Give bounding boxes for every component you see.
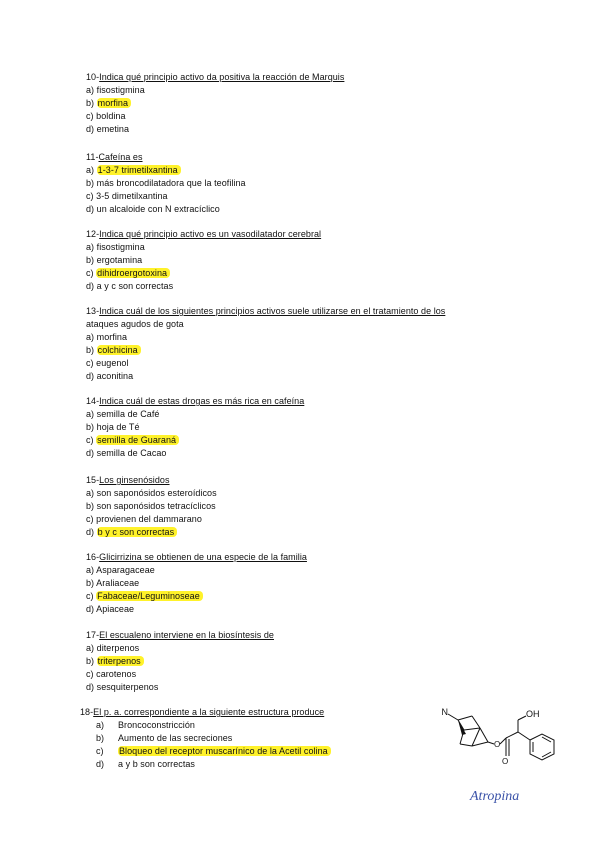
option-label: d) bbox=[86, 603, 97, 614]
option-b bbox=[86, 97, 506, 110]
question-text: Glicirrizina se obtienen de una especie de la familia bbox=[99, 552, 307, 562]
option-label: b) bbox=[86, 177, 97, 188]
option-label: a) bbox=[86, 164, 97, 175]
question-text: El p. a. correspondiente a la siguiente estructura produce bbox=[93, 707, 325, 717]
option-text: sesquiterpenos bbox=[96, 681, 159, 692]
option-c bbox=[86, 513, 506, 526]
option-label: b) bbox=[86, 421, 97, 432]
question-text: Los ginsenósidos bbox=[99, 475, 170, 485]
option-label: d) bbox=[86, 280, 97, 291]
question-text: Indica qué principio activo da positiva la reacción de Marquis bbox=[99, 72, 345, 82]
option-label: c) bbox=[86, 668, 97, 679]
option-label: d) bbox=[86, 203, 97, 214]
nitrogen-label: N bbox=[441, 707, 448, 717]
wedge-bond bbox=[458, 720, 466, 735]
option-text: Asparagaceae bbox=[96, 564, 155, 575]
option-label: a) bbox=[96, 719, 105, 730]
option-text-highlighted: Bloqueo del receptor muscarínico de la Acetil colina bbox=[118, 746, 331, 756]
option-label: a) bbox=[86, 408, 97, 419]
option-d bbox=[86, 203, 506, 216]
question-15 bbox=[86, 474, 506, 539]
option-b bbox=[86, 177, 506, 190]
option-label: c) bbox=[86, 267, 97, 278]
option-label: c) bbox=[86, 110, 97, 121]
question-number: 15- bbox=[86, 475, 100, 485]
option-label: a) bbox=[86, 564, 97, 575]
handwritten-annotation bbox=[468, 782, 548, 808]
option-text: hoja de Té bbox=[96, 421, 140, 432]
question-16 bbox=[86, 551, 506, 616]
option-text: semilla de Café bbox=[96, 408, 160, 419]
question-number: 13- bbox=[86, 306, 100, 316]
option-label: b) bbox=[96, 732, 105, 743]
question-title bbox=[86, 395, 506, 408]
option-a bbox=[86, 408, 506, 421]
option-text: semilla de Cacao bbox=[96, 447, 167, 458]
oxygen-label: O bbox=[494, 740, 501, 749]
option-label: c) bbox=[86, 190, 97, 201]
option-c bbox=[86, 190, 506, 203]
question-title bbox=[86, 474, 506, 487]
question-text-continuation: ataques agudos de gota bbox=[86, 318, 184, 329]
option-label: b) bbox=[86, 344, 97, 355]
option-text: emetina bbox=[96, 123, 130, 134]
option-b bbox=[86, 344, 506, 357]
option-text: 3-5 dimetilxantina bbox=[96, 190, 168, 201]
question-number: 17- bbox=[86, 630, 100, 640]
handwritten-text: Atropina bbox=[470, 789, 520, 804]
option-label: d) bbox=[96, 758, 105, 769]
option-a bbox=[86, 331, 506, 344]
option-b bbox=[86, 254, 506, 267]
option-label: b) bbox=[86, 655, 97, 666]
option-text-highlighted: dihidroergotoxina bbox=[96, 268, 170, 278]
question-number: 11- bbox=[86, 152, 99, 162]
question-title bbox=[86, 71, 506, 84]
option-label: c) bbox=[96, 745, 104, 756]
option-text: provienen del dammarano bbox=[96, 513, 202, 524]
option-label: a) bbox=[86, 331, 97, 342]
option-label: c) bbox=[86, 434, 97, 445]
option-text: carotenos bbox=[96, 668, 137, 679]
chemical-structure bbox=[436, 702, 556, 774]
option-c bbox=[86, 267, 506, 280]
option-c bbox=[86, 668, 506, 681]
option-text-highlighted: b y c son correctas bbox=[97, 527, 177, 537]
option-label: a) bbox=[86, 487, 97, 498]
option-a bbox=[86, 84, 506, 97]
option-label: b) bbox=[86, 254, 97, 265]
option-b bbox=[86, 655, 506, 668]
option-text: aconitina bbox=[96, 370, 134, 381]
option-text: a y c son correctas bbox=[96, 280, 174, 291]
option-text: más broncodilatadora que la teofilina bbox=[96, 177, 246, 188]
option-label: c) bbox=[86, 590, 97, 601]
question-title bbox=[86, 551, 506, 564]
question-title bbox=[86, 228, 506, 241]
option-label: c) bbox=[86, 357, 97, 368]
option-text: boldina bbox=[96, 110, 126, 121]
question-title bbox=[86, 305, 506, 318]
option-text-highlighted: semilla de Guaraná bbox=[96, 435, 179, 445]
option-text-highlighted: morfina bbox=[97, 98, 131, 108]
option-d bbox=[86, 123, 506, 136]
option-d bbox=[86, 681, 506, 694]
option-text: son saponósidos tetracíclicos bbox=[96, 500, 216, 511]
option-label: d) bbox=[86, 370, 97, 381]
option-text: Broncoconstricción bbox=[118, 719, 195, 730]
option-text-highlighted: Fabaceae/Leguminoseae bbox=[96, 591, 203, 601]
option-label: d) bbox=[86, 447, 97, 458]
option-d bbox=[86, 280, 506, 293]
option-d bbox=[86, 447, 506, 460]
question-text: Cafeína es bbox=[98, 152, 143, 162]
option-text: eugenol bbox=[96, 357, 129, 368]
option-a bbox=[86, 164, 506, 177]
question-number: 10- bbox=[86, 72, 100, 82]
option-c bbox=[86, 590, 506, 603]
question-13 bbox=[86, 305, 506, 382]
question-text: Indica cuál de estas drogas es más rica en cafeína bbox=[99, 396, 305, 406]
question-number: 16- bbox=[86, 552, 100, 562]
option-a bbox=[86, 564, 506, 577]
option-label: d) bbox=[86, 123, 97, 134]
option-c bbox=[86, 357, 506, 370]
option-d bbox=[86, 603, 506, 616]
option-text-highlighted: triterpenos bbox=[97, 656, 144, 666]
option-b bbox=[86, 500, 506, 513]
option-a bbox=[86, 642, 506, 655]
option-text: Aumento de las secreciones bbox=[118, 732, 233, 743]
question-title bbox=[86, 151, 506, 164]
question-title bbox=[86, 629, 506, 642]
option-d bbox=[86, 526, 506, 539]
hydroxyl-label: OH bbox=[526, 709, 540, 719]
option-text: un alcaloide con N extracíclico bbox=[96, 203, 220, 214]
question-10 bbox=[86, 71, 506, 136]
question-17 bbox=[86, 629, 506, 694]
option-text: son saponósidos esteroídicos bbox=[96, 487, 217, 498]
option-label: d) bbox=[86, 681, 97, 692]
option-c bbox=[86, 434, 506, 447]
option-label: b) bbox=[86, 97, 97, 108]
question-text: El escualeno interviene en la biosíntesis de bbox=[99, 630, 274, 640]
option-label: a) bbox=[86, 84, 97, 95]
option-label: d) bbox=[86, 526, 97, 537]
option-text: ergotamina bbox=[96, 254, 143, 265]
option-text: a y b son correctas bbox=[118, 758, 195, 769]
option-b bbox=[86, 421, 506, 434]
question-text: Indica qué principio activo es un vasodilatador cerebral bbox=[99, 229, 322, 239]
option-label: a) bbox=[86, 642, 97, 653]
option-c bbox=[86, 110, 506, 123]
question-number: 12- bbox=[86, 229, 100, 239]
option-label: a) bbox=[86, 241, 97, 252]
option-a bbox=[86, 487, 506, 500]
question-14 bbox=[86, 395, 506, 460]
question-11 bbox=[86, 151, 506, 216]
option-d bbox=[86, 370, 506, 383]
option-text-highlighted: colchicina bbox=[97, 345, 141, 355]
option-label: b) bbox=[86, 577, 97, 588]
option-a bbox=[86, 241, 506, 254]
question-number: 18- bbox=[80, 707, 94, 717]
option-label: b) bbox=[86, 500, 97, 511]
option-text: fisostigmina bbox=[96, 84, 145, 95]
question-12 bbox=[86, 228, 506, 293]
option-text: fisostigmina bbox=[96, 241, 145, 252]
option-text: Araliaceae bbox=[96, 577, 140, 588]
option-text: Apiaceae bbox=[96, 603, 135, 614]
option-label: c) bbox=[86, 513, 97, 524]
option-text: morfina bbox=[96, 331, 128, 342]
option-text-highlighted: 1-3-7 trimetilxantina bbox=[97, 165, 181, 175]
option-b bbox=[86, 577, 506, 590]
option-text: diterpenos bbox=[96, 642, 140, 653]
question-number: 14- bbox=[86, 396, 100, 406]
carbonyl-oxygen-label: O bbox=[502, 757, 509, 766]
question-text: Indica cuál de los siguientes principios activos suele utilizarse en el tratamiento de los bbox=[99, 306, 446, 316]
